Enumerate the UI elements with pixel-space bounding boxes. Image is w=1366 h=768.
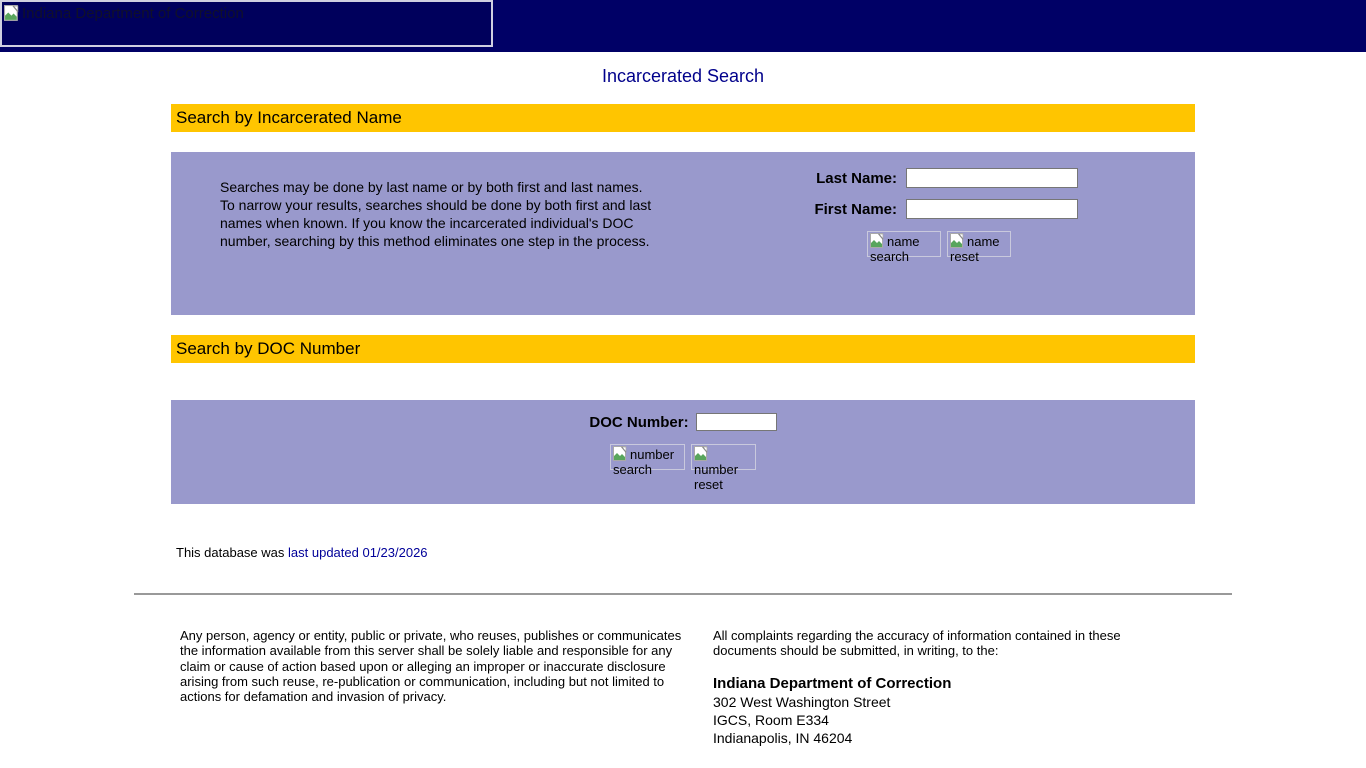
name-reset-button-alt: name reset bbox=[950, 234, 1000, 264]
name-search-button[interactable] bbox=[867, 231, 941, 264]
footer-address bbox=[713, 674, 1153, 747]
number-search-button[interactable] bbox=[610, 444, 685, 477]
first-name-row bbox=[800, 199, 1078, 219]
broken-image-icon bbox=[4, 5, 21, 22]
last-name-row bbox=[800, 168, 1078, 188]
doc-number-row bbox=[171, 400, 1195, 431]
footer-address-name: Indiana Department of Correction bbox=[713, 674, 952, 692]
banner-logo-alt-text: Indiana Department of Correction bbox=[22, 5, 244, 22]
footer-address-city: Indianapolis, IN 46204 bbox=[713, 729, 853, 746]
banner-logo-broken-image bbox=[0, 0, 493, 47]
broken-image-icon bbox=[870, 233, 886, 249]
last-name-label: Last Name: bbox=[816, 169, 897, 187]
doc-search-buttons bbox=[171, 444, 1195, 492]
doc-search-panel bbox=[171, 400, 1195, 504]
section-header-doc-search bbox=[171, 335, 1195, 363]
last-name-input[interactable] bbox=[906, 168, 1078, 188]
name-reset-button[interactable] bbox=[947, 231, 1011, 264]
page-title: Incarcerated Search bbox=[601, 66, 765, 86]
section-header-name-search bbox=[171, 104, 1195, 132]
name-search-panel bbox=[171, 152, 1195, 315]
broken-image-icon bbox=[694, 446, 710, 462]
database-updated-prefix: This database was bbox=[176, 545, 289, 560]
doc-number-input[interactable] bbox=[696, 413, 777, 431]
number-search-button-alt: number search bbox=[613, 447, 675, 477]
footer-disclaimer: Any person, agency or entity, public or private, who reuses, publishes or communicates the information available from this server shall be solely liable and responsible for any claim or cause of action based upon or alleging an improper or inaccurate disclosure arising from such reuse, re-publication or communication, including but not limited to actions for defamation and invasion of privacy. bbox=[180, 628, 682, 705]
top-banner bbox=[0, 0, 1366, 52]
footer-complaints-text: All complaints regarding the accuracy of information contained in these documents should be submitted, in writing, to the: bbox=[713, 628, 1121, 659]
first-name-input[interactable] bbox=[906, 199, 1078, 219]
name-search-buttons bbox=[800, 231, 1078, 264]
broken-image-icon bbox=[613, 446, 629, 462]
broken-image-icon bbox=[950, 233, 966, 249]
footer-address-room: IGCS, Room E334 bbox=[713, 711, 829, 728]
name-search-description: Searches may be done by last name or by both first and last names. To narrow your results, searches should be done by both first and last names when known. If you know the incarcerated individual's DOC number, searching by this method eliminates one step in the process. bbox=[220, 179, 652, 249]
footer-contact bbox=[713, 628, 1153, 747]
doc-number-label: DOC Number: bbox=[589, 413, 689, 431]
name-search-form bbox=[800, 168, 1078, 264]
first-name-label: First Name: bbox=[814, 200, 897, 218]
section-header-name-search-label: Search by Incarcerated Name bbox=[176, 108, 402, 127]
database-updated-line bbox=[176, 545, 1195, 560]
database-updated-date: last updated 01/23/2026 bbox=[288, 545, 428, 560]
number-reset-button-alt: number reset bbox=[694, 462, 739, 492]
footer-address-street: 302 West Washington Street bbox=[713, 693, 891, 710]
main-content bbox=[171, 66, 1195, 560]
number-reset-button[interactable] bbox=[691, 444, 756, 492]
footer bbox=[0, 595, 1366, 747]
name-search-button-alt: name search bbox=[870, 234, 920, 264]
section-header-doc-search-label: Search by DOC Number bbox=[176, 339, 361, 358]
